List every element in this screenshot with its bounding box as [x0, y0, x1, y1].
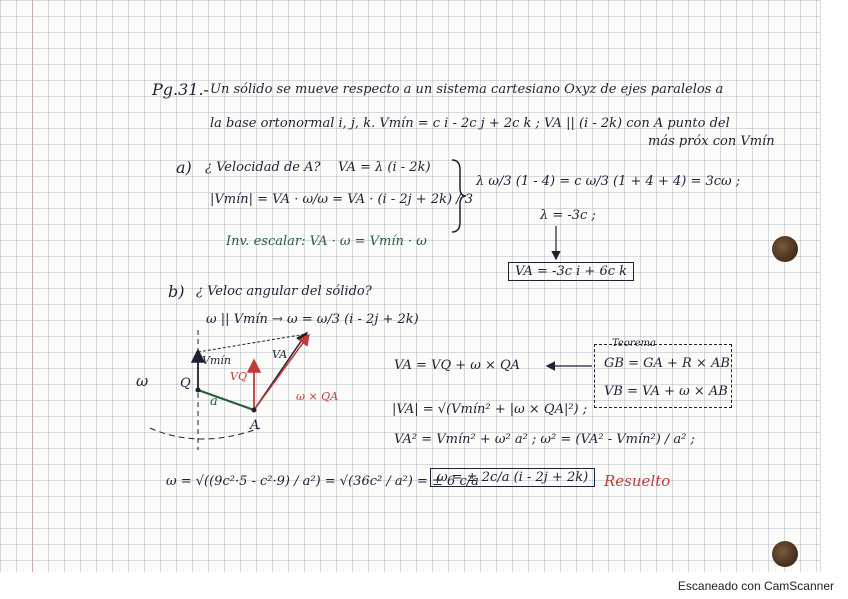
- part-a-eq4: λ = -3c ;: [540, 208, 596, 223]
- part-b-eq-va: VA = VQ + ω × QA: [394, 358, 521, 373]
- theorem-title: Teorema: [612, 338, 656, 349]
- part-b-eq-omega: ω = √((9c²·5 - c²·9) / a²) = √(36c² / a²) = ± 6 c/a: [166, 474, 479, 489]
- problem-number: Pg.31.-: [152, 80, 209, 99]
- part-a-eq1: VA = λ (i - 2k): [338, 160, 431, 175]
- brace-part-a: [452, 160, 466, 232]
- point-q: [196, 388, 201, 393]
- rotation-arc: [150, 428, 260, 439]
- part-a-eq2: |Vmín| = VA · ω/ω = VA · (i - 2j + 2k) / 3: [210, 192, 473, 207]
- statement-line-1: Un sólido se mueve respecto a un sistema cartesiano Oxyz de ejes paralelos a: [210, 82, 724, 97]
- theorem-line-2: VB = VA + ω × AB: [604, 384, 728, 399]
- part-b-eq-sq: VA² = Vmín² + ω² a² ; ω² = (VA² - Vmín²) / a² ;: [394, 432, 695, 447]
- part-a-result: VA = -3c i + 6c k: [508, 262, 634, 281]
- figure-label-q: Q: [180, 376, 191, 391]
- figure-label-dist: a: [210, 394, 218, 409]
- figure-label-va: VA: [272, 348, 288, 361]
- resuelto-label: Resuelto: [604, 472, 671, 490]
- theorem-line-1: GB = GA + R × AB: [604, 356, 730, 371]
- statement-line-2: la base ortonormal i, j, k. Vmín = c i - 2c j + 2c k ; VA || (i - 2k) con A punto del: [210, 116, 730, 131]
- part-b-eq-mod: |VA| = √(Vmín² + |ω × QA|²) ;: [392, 402, 588, 417]
- figure-label-a-point: A: [250, 418, 260, 433]
- part-a-question: ¿ Velocidad de A?: [205, 160, 321, 175]
- figure-label-omega: ω: [136, 372, 149, 390]
- point-a: [252, 408, 257, 413]
- part-a-invariant: Inv. escalar: VA · ω = Vmín · ω: [226, 234, 427, 249]
- wxqa-arrow: [254, 336, 308, 410]
- part-a-label: a): [176, 158, 192, 177]
- part-b-result: ω = ± 2c/a (i - 2j + 2k): [430, 468, 595, 487]
- figure-label-wxqa: ω × QA: [296, 390, 339, 403]
- part-a-eq3: λ ω/3 (1 - 4) = c ω/3 (1 + 4 + 4) = 3cω ;: [476, 174, 741, 189]
- figure-label-vmin: Vmín: [202, 354, 231, 367]
- segment-qa: [198, 390, 254, 410]
- part-b-eq1: ω || Vmín → ω = ω/3 (i - 2j + 2k): [206, 312, 419, 327]
- scanner-watermark: Escaneado con CamScanner: [677, 579, 834, 593]
- part-b-label: b): [168, 282, 185, 301]
- statement-line-3: más próx con Vmín: [648, 134, 775, 149]
- figure-label-vq: VQ: [230, 370, 247, 383]
- vmin-top-line: [198, 334, 306, 352]
- part-b-question: ¿ Veloc angular del sólido?: [196, 284, 372, 299]
